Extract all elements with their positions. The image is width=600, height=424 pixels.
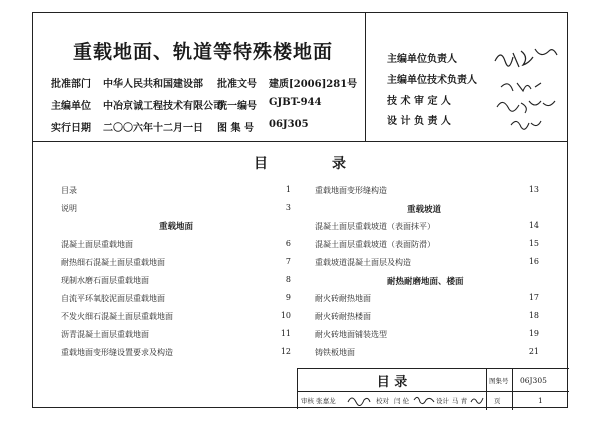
- toc-item[interactable]: 不发火细石混凝土面层重载地面 10: [61, 311, 291, 321]
- review-signature: [346, 394, 372, 406]
- chief-unit-label: 主编单位: [51, 101, 91, 112]
- toc-item[interactable]: 耐火砖耐热楼面 18: [315, 311, 539, 321]
- resp-chief-unit: 主编单位负责人: [387, 54, 457, 65]
- resp-tech-chief: 主编单位技术负责人: [387, 75, 477, 86]
- atlas-title: 重载地面、轨道等特殊楼地面: [73, 41, 334, 63]
- design-name: 马 青: [452, 397, 468, 405]
- toc-item[interactable]: 耐火砖耐热地面 17: [315, 293, 539, 303]
- toc-title: 目 录: [254, 156, 346, 172]
- header-divider-vertical: [365, 13, 366, 141]
- toc-item[interactable]: 目录 1: [61, 185, 291, 195]
- toc-item[interactable]: 混凝土面层重载地面 6: [61, 239, 291, 249]
- impl-date-label: 实行日期: [51, 123, 91, 134]
- header-divider: [33, 141, 567, 142]
- title-block-title: 目 录: [376, 375, 408, 390]
- page-label: 页: [494, 397, 501, 405]
- atlas-no: 06J305: [269, 119, 309, 130]
- toc-item[interactable]: 重载地面变形缝设置要求及构造 12: [61, 347, 291, 357]
- unified-no-label: 统一编号: [217, 101, 257, 112]
- chief-unit: 中冶京诚工程技术有限公司: [103, 101, 223, 112]
- toc-item[interactable]: 耐火砖地面铺装选型 19: [315, 329, 539, 339]
- toc-item[interactable]: 说明 3: [61, 203, 291, 213]
- check-signature: [412, 394, 436, 406]
- toc-item[interactable]: 重载地面变形缝构造 13: [315, 185, 539, 195]
- check-name: 闫 伦: [394, 397, 410, 405]
- toc-item[interactable]: 混凝土面层重载坡道（表面抹平） 14: [315, 221, 539, 231]
- page-number: 1: [538, 396, 543, 405]
- resp-design-lead: 设 计 负 责 人: [387, 116, 451, 127]
- toc-item[interactable]: 现制水磨石面层重载地面 8: [61, 275, 291, 285]
- atlas-no-label: 图 集 号: [217, 123, 254, 134]
- toc-item[interactable]: 混凝土面层重载坡道（表面防滑） 15: [315, 239, 539, 249]
- design-signature: [470, 394, 484, 406]
- toc-section-heavy-floor: 重载地面: [159, 222, 194, 232]
- signatures: [491, 43, 563, 135]
- approval-dept-label: 批准部门: [51, 79, 91, 90]
- review-label: 审核 张嘉龙: [301, 397, 336, 405]
- toc-item[interactable]: 耐热细石混凝土面层重载地面 7: [61, 257, 291, 267]
- unified-no: GJBT-944: [269, 97, 322, 108]
- title-block: [297, 368, 569, 409]
- title-block-row-top: [298, 369, 569, 392]
- atlas-no-value: 06J305: [520, 376, 547, 385]
- toc-item[interactable]: 沥青混凝土面层重载地面 11: [61, 329, 291, 339]
- design-label: 设计: [436, 397, 449, 405]
- approval-dept: 中华人民共和国建设部: [103, 79, 203, 90]
- atlas-no-label: 图集号: [489, 377, 509, 385]
- toc-item[interactable]: 自流平环氧胶泥面层重载地面 9: [61, 293, 291, 303]
- approval-doc-label: 批准文号: [217, 79, 257, 90]
- drawing-frame: [32, 12, 568, 408]
- resp-reviewer: 技 术 审 定 人: [387, 96, 451, 107]
- toc-section-heavy-ramp: 重载坡道: [407, 205, 442, 215]
- approval-doc: 建质[2006]281号: [269, 79, 358, 90]
- toc-section-heat-resistant: 耐热耐磨地面、楼面: [387, 277, 464, 287]
- impl-date: 二〇〇六年十二月一日: [103, 123, 203, 134]
- toc-item[interactable]: 重载坡道混凝土面层及构造 16: [315, 257, 539, 267]
- toc-item[interactable]: 铸铁板地面 21: [315, 347, 539, 357]
- check-label: 校对: [376, 397, 389, 405]
